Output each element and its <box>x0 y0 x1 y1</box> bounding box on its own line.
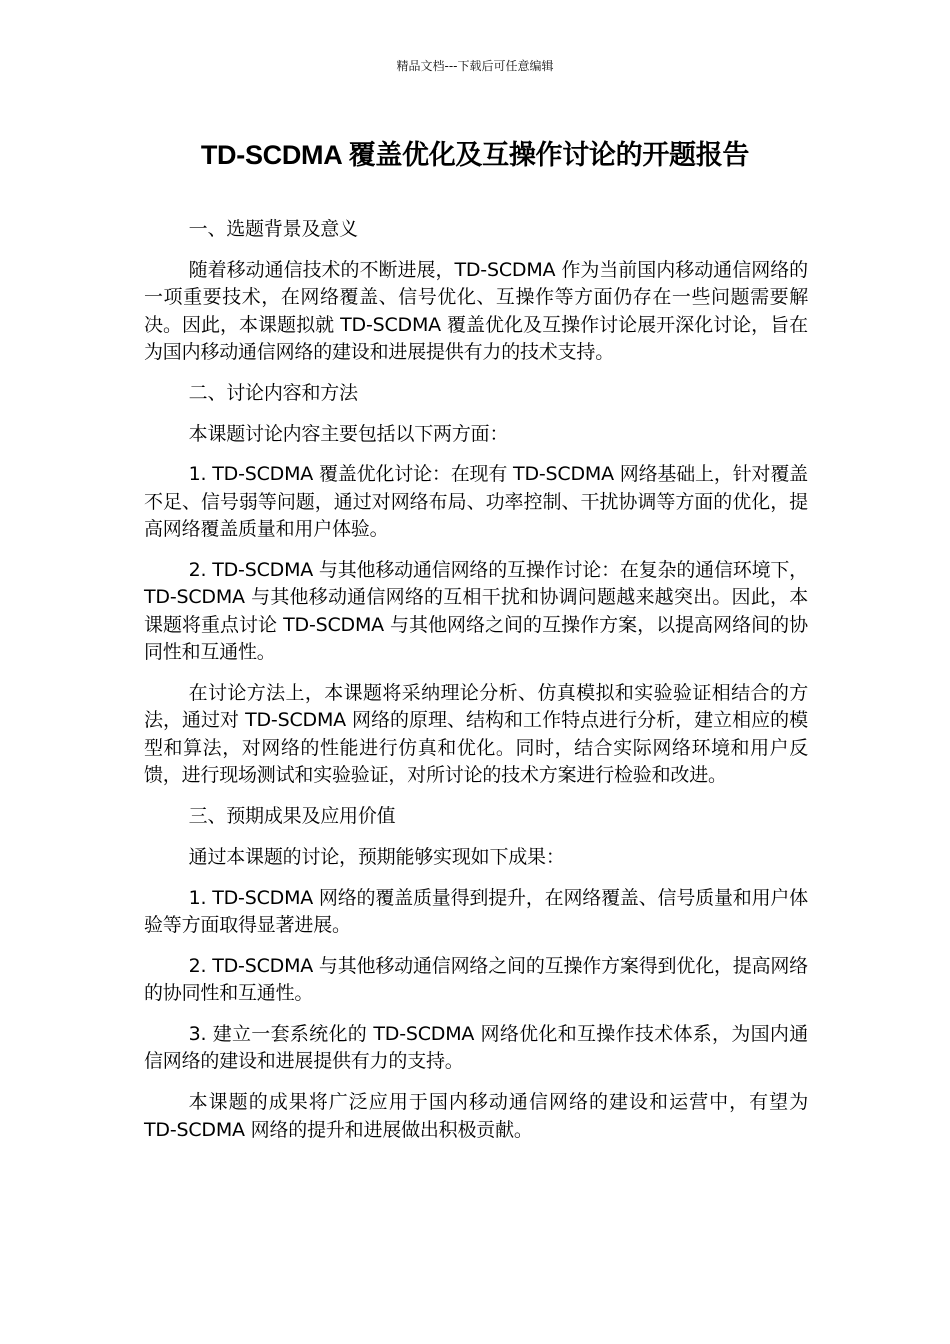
paragraph-background: 随着移动通信技术的不断进展，TD-SCDMA 作为当前国内移动通信网络的一项重要技术，在网络覆盖、信号优化、互操作等方面仍存在一些问题需要解决。因此，本课题拟就 TD-SCDMA 覆盖优化及互操作讨论展开深化讨论，旨在为国内移动通信网络的建设和进展提供有力的技术支持。 <box>144 258 808 364</box>
list-item-coverage-optimization: 1. TD-SCDMA 覆盖优化讨论：在现有 TD-SCDMA 网络基础上，针对覆盖不足、信号弱等问题，通过对网络布局、功率控制、干扰协调等方面的优化，提高网络覆盖质量和用户体验。 <box>144 463 808 541</box>
header-note: 精品文档---下载后可任意编辑 <box>396 59 554 73</box>
paragraph-results-intro: 通过本课题的讨论，预期能够实现如下成果： <box>188 845 565 868</box>
paragraph-conclusion: 本课题的成果将广泛应用于国内移动通信网络的建设和运营中，有望为 TD-SCDMA 网络的提升和进展做出积极贡献。 <box>144 1091 808 1141</box>
list-item-result-1: 1. TD-SCDMA 网络的覆盖质量得到提升，在网络覆盖、信号质量和用户体验等方面取得显著进展。 <box>144 886 808 937</box>
section-heading-background: 一、选题背景及意义 <box>188 218 358 240</box>
document-body <box>144 216 808 1157</box>
section-heading-results: 三、预期成果及应用价值 <box>188 805 396 828</box>
list-item-result-2: 2. TD-SCDMA 与其他移动通信网络之间的互操作方案得到优化，提高网络的协同性和互通性。 <box>144 954 808 1005</box>
section-heading-content-method: 二、讨论内容和方法 <box>188 381 358 404</box>
list-item-result-3: 3. 建立一套系统化的 TD-SCDMA 网络优化和互操作技术体系，为国内通信网络的建设和进展提供有力的支持。 <box>144 1023 808 1073</box>
list-item-interoperation: 2. TD-SCDMA 与其他移动通信网络的互操作讨论：在复杂的通信环境下，TD-SCDMA 与其他移动通信网络的互相干扰和协调问题越来越突出。因此，本课题将重点讨论 TD-SCDMA 与其他网络之间的互操作方案，以提高网络间的协同性和互通性。 <box>144 559 808 664</box>
paragraph-content-intro: 本课题讨论内容主要包括以下两方面： <box>188 422 509 445</box>
paragraph-method: 在讨论方法上，本课题将采纳理论分析、仿真模拟和实验验证相结合的方法，通过对 TD-SCDMA 网络的原理、结构和工作特点进行分析，建立相应的模型和算法，对网络的性能进行仿真和优化。同时，结合实际网络环境和用户反馈，进行现场测试和实验验证，对所讨论的技术方案进行检验和改进。 <box>144 682 808 787</box>
document-title: TD-SCDMA 覆盖优化及互操作讨论的开题报告 <box>200 140 750 170</box>
